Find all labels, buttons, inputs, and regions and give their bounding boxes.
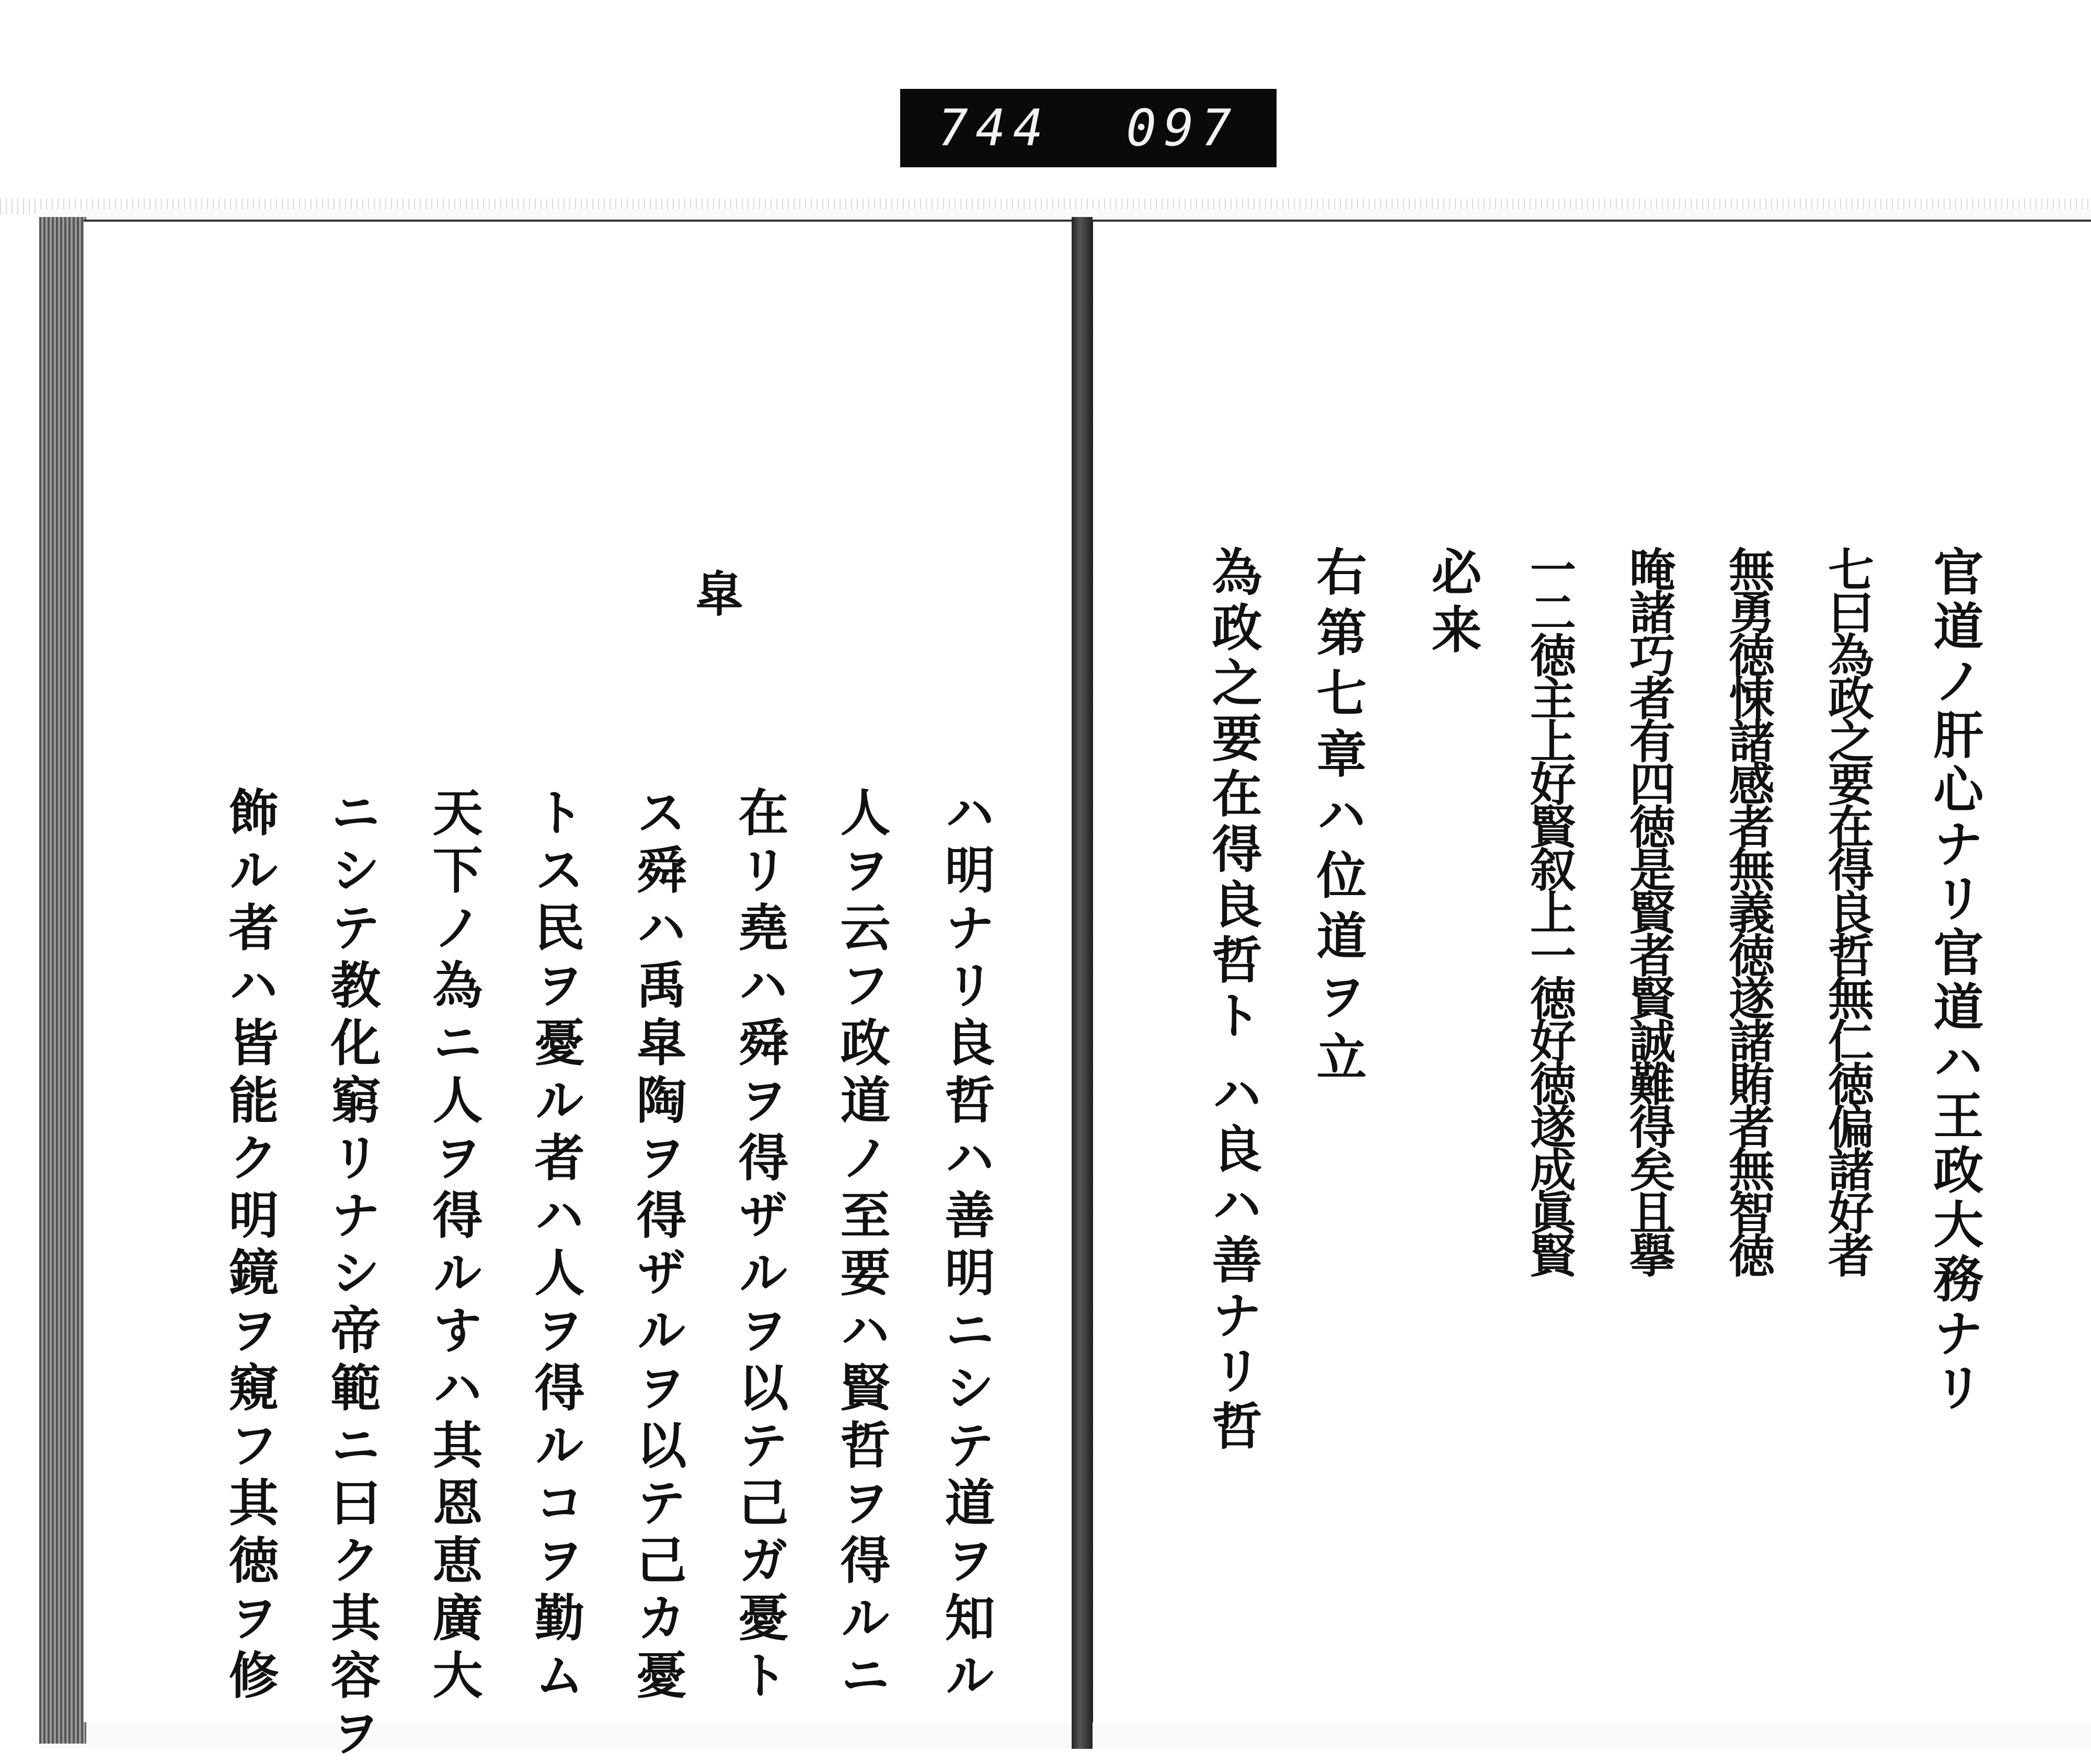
frame-number: 097 [1126, 99, 1239, 157]
text-column: 必来 [1423, 546, 1483, 661]
text-column: ニシテ教化窮リナシ帝範ニ曰ク其容ヲ [323, 786, 382, 1764]
book-gutter [1072, 217, 1093, 1749]
text-column: 天下ノ為ニ人ヲ得ルすハ其恩恵廣大 [424, 786, 484, 1706]
microfilm-frame-label [900, 89, 1277, 167]
reel-number: 744 [938, 99, 1051, 157]
text-column: トス民ヲ憂ル者ハ人ヲ得ルコヲ勤ム [526, 786, 585, 1706]
text-column: 飾ル者ハ皆能ク明鏡ヲ窺フ其徳ヲ修 [221, 786, 280, 1706]
page-header: 皐 [695, 566, 744, 623]
text-column: 晻諸巧者有四徳是賢者賢誠難得矣且擧 [1622, 546, 1676, 1275]
text-column: ハ明ナリ良哲ハ善明ニシテ道ヲ知ル [937, 786, 996, 1706]
text-column: 人ヲ云フ政道ノ至要ハ賢哲ヲ得ルニ [832, 786, 891, 1706]
right-page [1092, 220, 2091, 1722]
text-column: 在リ堯ハ舜ヲ得ザルヲ以テ己ガ憂ト [730, 786, 789, 1706]
text-column: 七曰為政之要在得良哲無仁徳偏諸好者 [1821, 546, 1875, 1275]
left-page [84, 220, 1078, 1764]
text-column: 為政之要在得良哲ト ハ良ハ善ナリ哲 [1204, 546, 1263, 1456]
text-column: ス舜ハ禹皐陶ヲ得ザルヲ以テ己カ憂 [628, 786, 687, 1706]
text-column: 無勇徳悚諸感者無義徳遂諸賄者無智徳 [1721, 546, 1776, 1275]
text-column: 右第七章ハ位道ヲ立 [1308, 546, 1368, 1092]
text-column: 一二徳主上好賢叙上一徳好徳遂成眞賢 [1523, 546, 1577, 1275]
text-column: 官道ノ肝心ナリ官道ハ王政大務ナリ [1925, 546, 1984, 1416]
page-stack-edge [39, 217, 86, 1744]
